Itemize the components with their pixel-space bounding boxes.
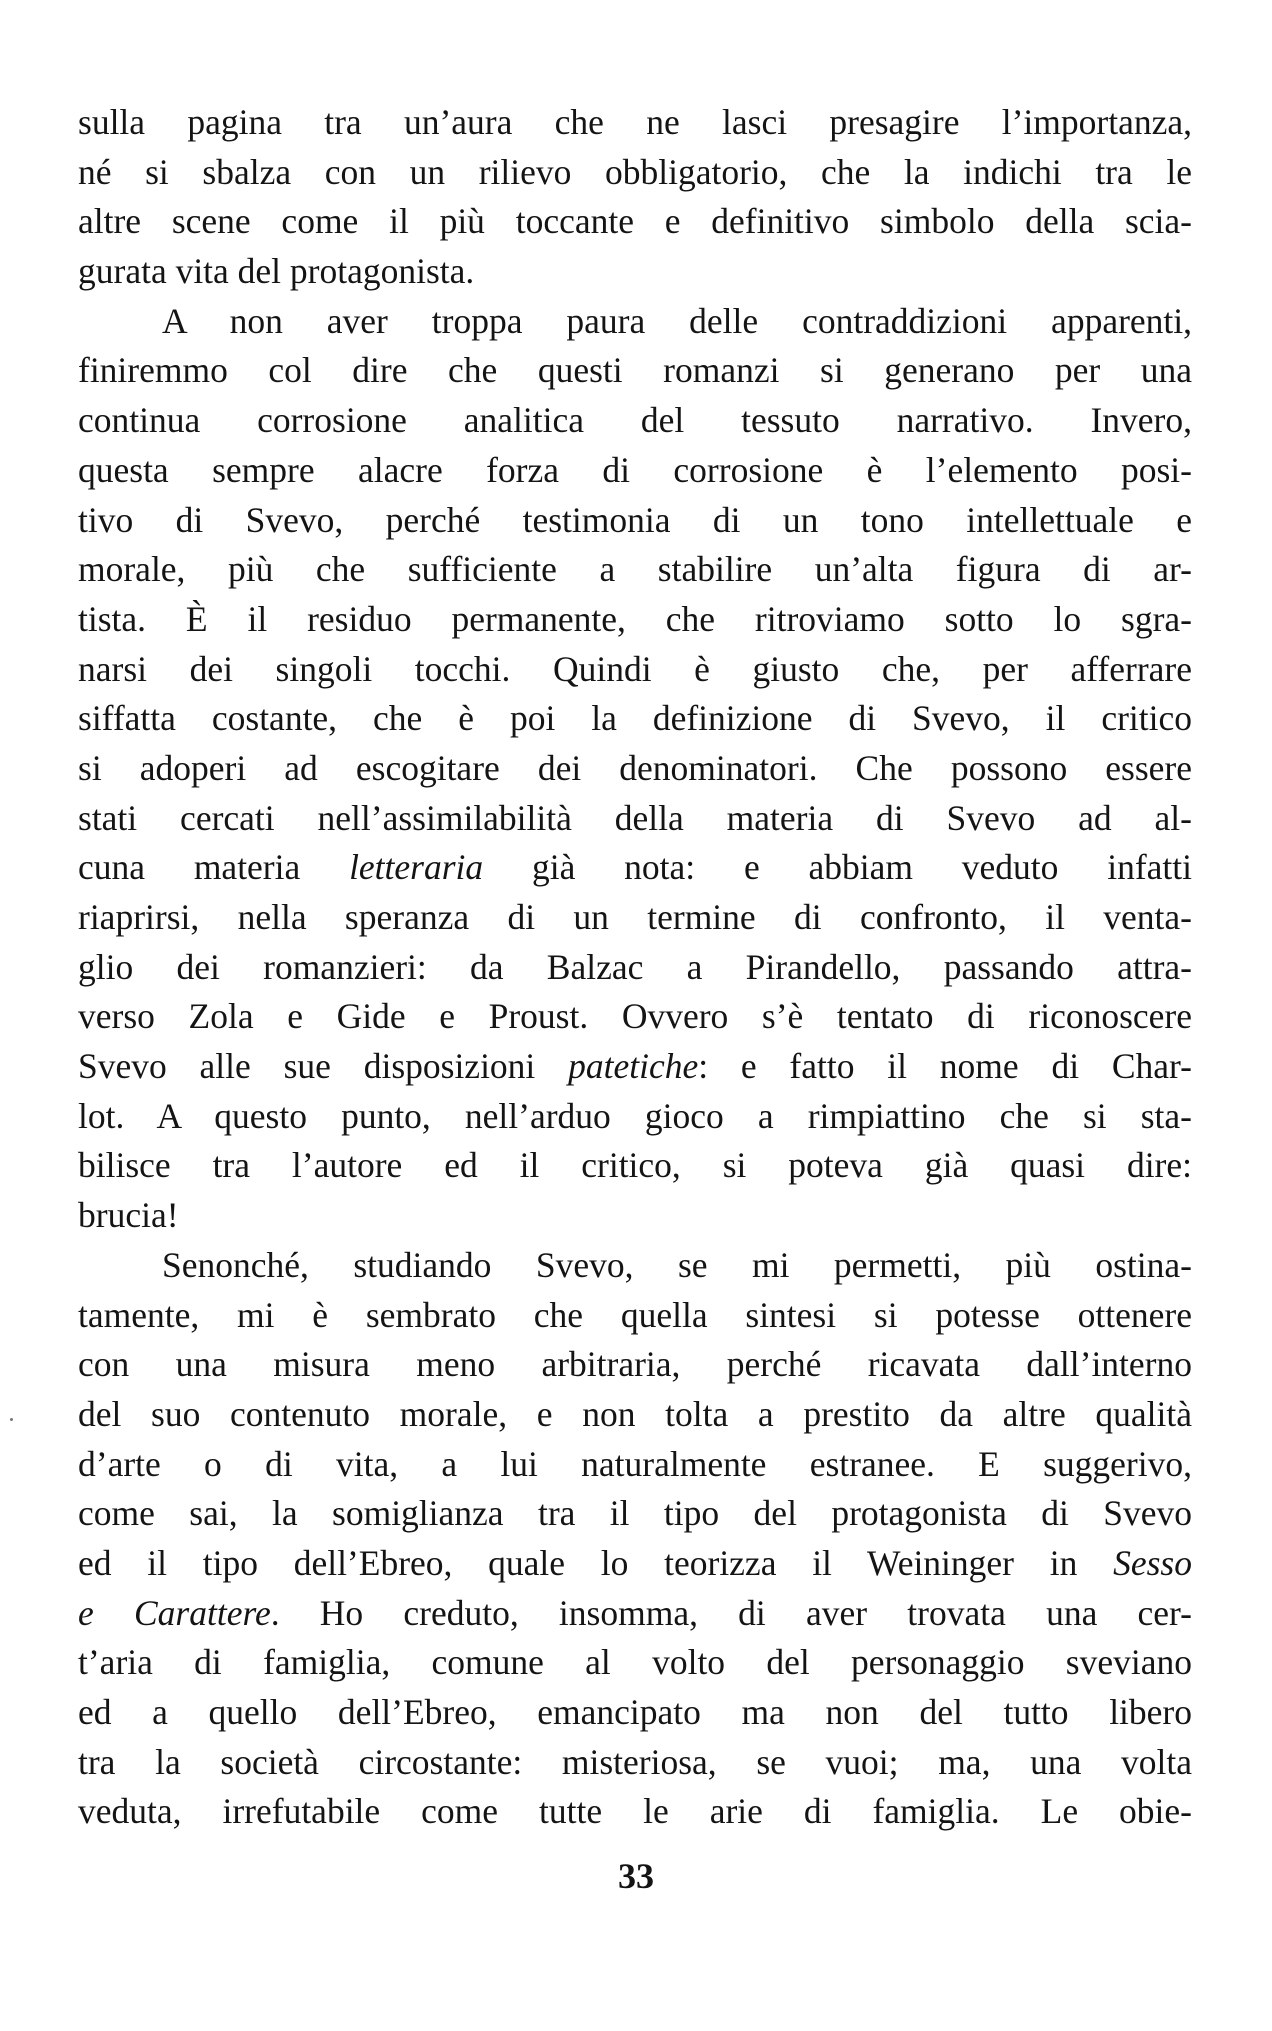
text-line xyxy=(78,98,1192,148)
italic-title: letteraria xyxy=(349,847,484,888)
line-text: tamente, mi è sembrato che quella sintesi si potesse ottenere xyxy=(78,1294,1192,1335)
line-text: cuna materia xyxy=(78,847,350,888)
line-text: bilisce tra l’autore ed il critico, si poteva già quasi dire: xyxy=(78,1145,1192,1186)
line-text: gurata vita del protagonista. xyxy=(78,251,475,292)
italic-title: e Carattere xyxy=(78,1592,271,1633)
text-line xyxy=(78,1787,1192,1837)
line-text: già nota: e abbiam veduto infatti xyxy=(483,847,1192,888)
text-line xyxy=(78,1738,1192,1788)
line-text: altre scene come il più toccante e definitivo simbolo della scia- xyxy=(78,201,1192,242)
line-text: veduta, irrefutabile come tutte le arie di famiglia. Le obie- xyxy=(78,1791,1192,1832)
line-text: con una misura meno arbitraria, perché ricavata dall’interno xyxy=(78,1344,1192,1385)
line-text: . Ho creduto, insomma, di aver trovata una cer- xyxy=(270,1592,1192,1633)
line-text: del suo contenuto morale, e non tolta a prestito da altre qualità xyxy=(78,1393,1192,1434)
text-line xyxy=(78,1589,1192,1639)
line-text: narsi dei singoli tocchi. Quindi è giusto che, per afferrare xyxy=(78,648,1192,689)
line-text: questa sempre alacre forza di corrosione è l’elemento posi- xyxy=(78,449,1192,490)
text-line xyxy=(78,297,1192,347)
text-line xyxy=(78,1191,1192,1241)
text-line xyxy=(78,1688,1192,1738)
text-line xyxy=(78,893,1192,943)
text-line xyxy=(78,197,1192,247)
text-line xyxy=(78,694,1192,744)
text-line xyxy=(78,992,1192,1042)
line-text: come sai, la somiglianza tra il tipo del protagonista di Svevo xyxy=(78,1493,1192,1534)
text-line xyxy=(78,1390,1192,1440)
text-line xyxy=(78,595,1192,645)
line-text: continua corrosione analitica del tessuto narrativo. Invero, xyxy=(78,400,1192,441)
text-line xyxy=(78,943,1192,993)
line-text: ed a quello dell’Ebreo, emancipato ma non del tutto libero xyxy=(78,1692,1192,1732)
line-text: si adoperi ad escogitare dei denominatori. Che possono essere xyxy=(78,747,1192,788)
italic-title: Sesso xyxy=(1113,1542,1192,1583)
text-line xyxy=(78,1141,1192,1191)
text-line xyxy=(78,396,1192,446)
text-line xyxy=(78,744,1192,794)
line-text: : e fatto il nome di Char- xyxy=(698,1046,1192,1087)
text-line xyxy=(78,843,1192,893)
text-line xyxy=(78,1489,1192,1539)
text-line xyxy=(78,1638,1192,1688)
text-line xyxy=(78,1539,1192,1589)
text-line xyxy=(78,1042,1192,1092)
paper-speck xyxy=(10,1418,13,1421)
line-text: d’arte o di vita, a lui naturalmente estranee. E suggerivo, xyxy=(78,1443,1192,1484)
text-line xyxy=(78,1440,1192,1490)
text-line xyxy=(78,645,1192,695)
text-line xyxy=(78,1340,1192,1390)
text-line xyxy=(78,545,1192,595)
line-text: sulla pagina tra un’aura che ne lasci presagire l’importanza, xyxy=(78,102,1192,142)
text-line xyxy=(78,1291,1192,1341)
line-text: né si sbalza con un rilievo obbligatorio, che la indichi tra le xyxy=(78,151,1192,192)
line-text: glio dei romanzieri: da Balzac a Pirandello, passando attra- xyxy=(78,946,1192,987)
line-text: riaprirsi, nella speranza di un termine di confronto, il venta- xyxy=(78,897,1192,937)
text-line xyxy=(78,794,1192,844)
line-text: tra la società circostante: misteriosa, se vuoi; ma, una volta xyxy=(78,1741,1192,1782)
line-text: lot. A questo punto, nell’arduo gioco a rimpiattino che si sta- xyxy=(78,1095,1192,1136)
italic-title: patetiche xyxy=(568,1046,699,1087)
line-text: siffatta costante, che è poi la definizione di Svevo, il critico xyxy=(78,698,1192,739)
line-text: tivo di Svevo, perché testimonia di un tono intellettuale e xyxy=(78,499,1192,540)
line-text: Senonché, studiando Svevo, se mi permetti, più ostina- xyxy=(162,1244,1192,1285)
text-line xyxy=(78,247,1192,297)
text-line xyxy=(78,1092,1192,1142)
line-text: morale, più che sufficiente a stabilire un’alta figura di ar- xyxy=(78,549,1192,590)
text-line xyxy=(78,1241,1192,1291)
line-text: t’aria di famiglia, comune al volto del personaggio sveviano xyxy=(78,1642,1192,1683)
line-text: finiremmo col dire che questi romanzi si generano per una xyxy=(78,350,1192,391)
text-line xyxy=(78,346,1192,396)
text-line xyxy=(78,496,1192,546)
line-text: A non aver troppa paura delle contraddizioni apparenti, xyxy=(162,300,1192,341)
line-text: stati cercati nell’assimilabilità della materia di Svevo ad al- xyxy=(78,797,1192,838)
line-text: verso Zola e Gide e Proust. Ovvero s’è tentato di riconoscere xyxy=(78,996,1192,1037)
line-text: ed il tipo dell’Ebreo, quale lo teorizza il Weininger in xyxy=(78,1542,1114,1583)
text-line xyxy=(78,446,1192,496)
page-number: 33 xyxy=(618,1856,654,1896)
text-line xyxy=(78,148,1192,198)
line-text: Svevo alle sue disposizioni xyxy=(78,1046,569,1087)
body-text xyxy=(78,98,1192,1837)
line-text: tista. È il residuo permanente, che ritroviamo sotto lo sgra- xyxy=(78,598,1192,639)
line-text: brucia! xyxy=(78,1195,179,1236)
